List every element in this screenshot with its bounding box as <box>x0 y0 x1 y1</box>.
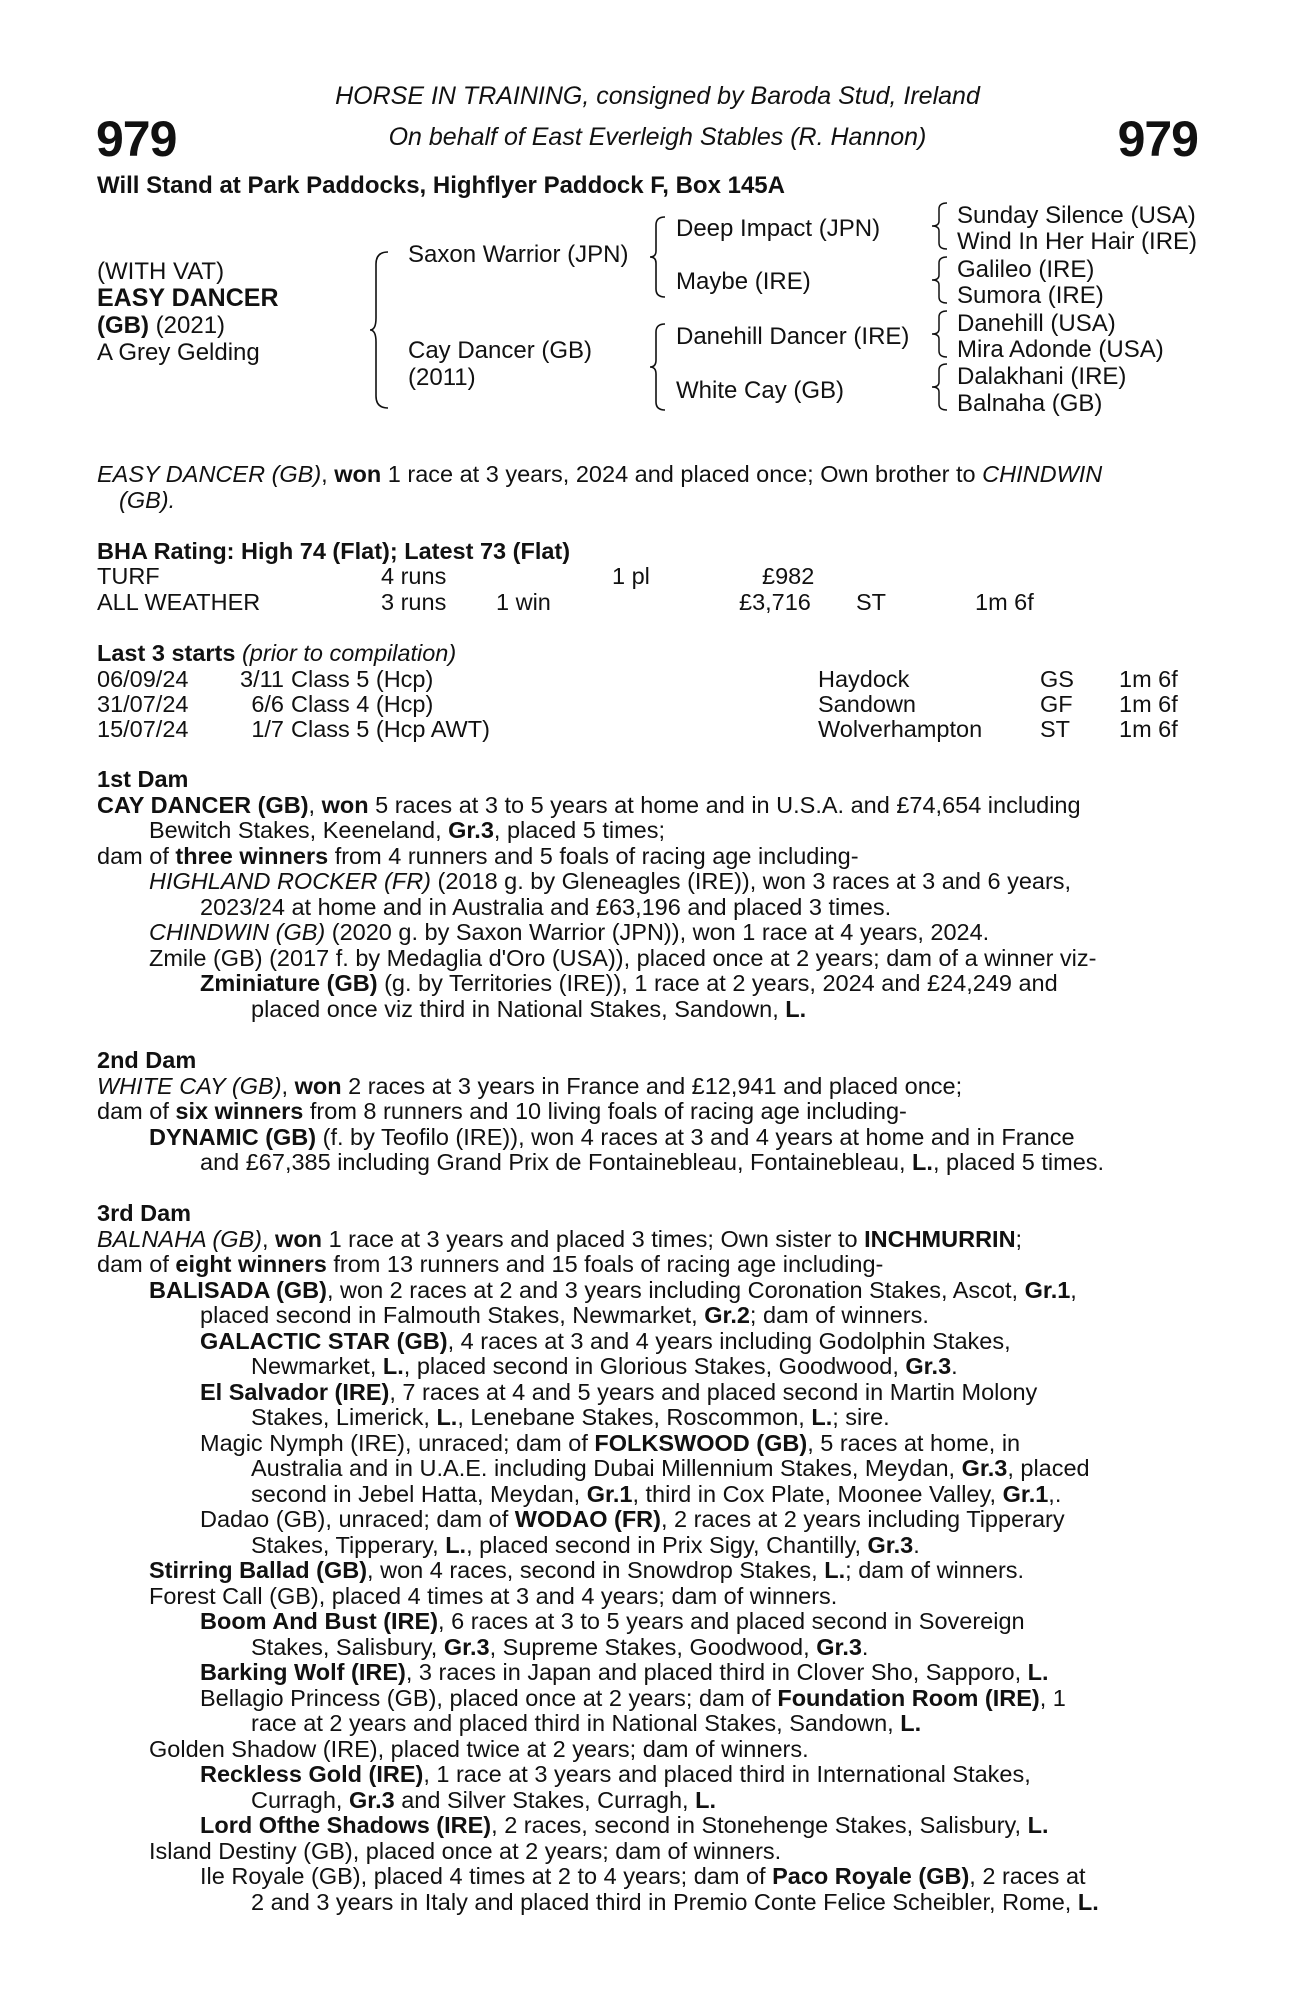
ggp-name: Dalakhani (IRE) <box>957 363 1127 390</box>
second-dam-section: 2nd Dam WHITE CAY (GB), won 2 races at 3 years in France and £12,941 and placed once; dam of six winners from 8 runners and 10 living foals of racing age including- DYNAMIC (GB) (f. by Teofilo (IRE)), won 4 races at 3 and 4 years at home and in France and £67,385 including Grand Prix de Fontainebleau, Fontainebleau, L., placed 5 times. <box>97 1048 1202 1176</box>
main-brace-icon <box>368 250 392 410</box>
horse-name: EASY DANCER <box>97 284 279 312</box>
dam-dam-name: White Cay (GB) <box>676 377 845 404</box>
vat-note: (WITH VAT) <box>97 258 225 285</box>
ggp-name: Wind In Her Hair (IRE) <box>957 228 1198 255</box>
ggp-brace-2-icon <box>930 255 950 305</box>
horse-origin: (GB) <box>97 312 149 339</box>
on-behalf-line: On behalf of East Everleigh Stables (R. Hannon) <box>388 123 927 151</box>
catalogue-page: 979 979 HORSE IN TRAINING, consigned by Baroda Stud, Ireland On behalf of East Everleigh Stables (R. Hannon) Will Stand at Park Paddocks, Highflyer Paddock F, Box 145A (WITH VAT) EASY DANCER (GB) (2021) A Grey Gelding Saxon Warrior (JPN) Cay Dancer (GB) (2011) Deep Impact (JPN) Maybe (IRE) Danehill Dancer (IRE) White Cay (GB) Sunday Silence (USA) Wind In Her Hair (IRE) Galileo (IRE) Sumora (IRE) Danehill (USA) Mira Adonde (USA) Dalakhani (IRE) Balnaha (GB) EASY DANCER (GB), won 1 race at 3 years, 2024 and placed once; Own brother to CHINDWIN (GB). BHA Rating: High 74 (Flat); Latest 73 (Flat) TURF 4 runs 1 pl £982 ALL WEATHER 3 runs 1 win £3,716 ST 1m 6f Last 3 starts (prior to compilation) 06/09/24 3/11 Class 5 (Hcp) Haydock GS 1m 6f 31/07/24 6/6 Class 4 (Hcp) Sandown GF 1m 6f 15/07/24 1/7 Class 5 (Hcp AWT) Wolverhampton ST 1m 6f 1st Dam CAY DANCER (GB), won 5 races at 3 to 5 years at home and in U.S.A. and £74,654 including Bewitch Stakes, Keeneland, Gr.3, placed 5 times; dam of three winners from 4 runners and 5 foals of racing age including- HIGHLAND ROCKER (FR) (2018 g. by Gleneagles (IRE)), won 3 races at 3 and 6 years, 2023/24 at home and in Australia and £63,196 and placed 3 times. CHINDWIN (GB) (2020 g. by Saxon Warrior (JPN)), won 1 race at 4 years, 2024. Zmile (GB) (2017 f. by Medaglia d'Oro (USA)), placed once at 2 years; dam of a winner viz- Zminiature (GB) (g. by Territories (IRE)), 1 race at 2 years, 2024 and £24,249 and placed once viz third in National Stakes, Sandown, L. 2nd Dam WHITE CAY (GB), won 2 races at 3 years in France and £12,941 and placed once; dam of six winners from 8 runners and 10 living foals of racing age including- DYNAMIC (GB) (f. by Teofilo (IRE)), won 4 races at 3 and 4 years at home and in France and £67,385 including Grand Prix de Fontainebleau, Fontainebleau, L., placed 5 times. 3rd Dam BALNAHA (GB), won 1 race at 3 years and placed 3 times; Own sister to INCHMURRIN; dam of eight winners from 13 runners and 15 foals of racing age including- BALISADA (GB), won 2 races at 2 and 3 years including Coronation Stakes, Ascot, Gr.1, placed second in Falmouth Stakes, Newmarket, Gr.2; dam of winners. GALACTIC STAR (GB), 4 races at 3 and 4 years including Godolphin Stakes, Newmarket, L., placed second in Glorious Stakes, Goodwood, Gr.3. El Salvador (IRE), 7 races at 4 and 5 years and placed second in Martin Molony Stakes, Limerick, L., Lenebane Stakes, Roscommon, L.; sire. Magic Nymph (IRE), unraced; dam of FOLKSWOOD (GB), 5 races at home, in Australia and in U.A.E. including Dubai Millennium Stakes, Meydan, Gr.3, placed second in Jebel Hatta, Meydan, Gr.1, third in Cox Plate, Moonee Valley, Gr.1,. Dadao (GB), unraced; dam of WODAO (FR), 2 races at 2 years including Tipperary Stakes, Tipperary, L., placed second in Prix Sigy, Chantilly, Gr.3. Stirring Ballad (GB), won 4 races, second in Snowdrop Stakes, L.; dam of winners. Forest Call (GB), placed 4 times at 3 and 4 years; dam of winners. Boom And Bust (IRE), 6 races at 3 to 5 years and placed second in Sovereign Stakes, Salisbury, Gr.3, Supreme Stakes, Goodwood, Gr.3. Barking Wolf (IRE), 3 races in Japan and placed third in Clover Sho, Sapporo, L. Bellagio Princess (GB), placed once at 2 years; dam of Foundation Room (IRE), 1 race at 2 years and placed third in National Stakes, Sandown, L. Golden Shadow (IRE), placed twice at 2 years; dam of winners. Reckless Gold (IRE), 1 race at 3 years and placed third in International Stakes, Curragh, Gr.3 and Silver Stakes, Curragh, L. Lord Ofthe Shadows (IRE), 2 races, second in Stonehenge Stakes, Salisbury, L. Island Destiny (GB), placed once at 2 years; dam of winners. Ile Royale (GB), placed 4 times at 2 to 4 years; dam of Paco Royale (GB), 2 races at 2 and 3 years in Italy and placed third in Premio Conte Felice Scheibler, Rome, L. <box>0 0 1315 2000</box>
ggp-brace-1-icon <box>930 201 950 251</box>
third-dam-section: 3rd Dam BALNAHA (GB), won 1 race at 3 years and placed 3 times; Own sister to INCHMURRIN; dam of eight winners from 13 runners and 15 foals of racing age including- BALISADA (GB), won 2 races at 2 and 3 years including Coronation Stakes, Ascot, Gr.1, placed second in Falmouth Stakes, Newmarket, Gr.2; dam of winners. GALACTIC STAR (GB), 4 races at 3 and 4 years including Godolphin Stakes, Newmarket, L., placed second in Glorious Stakes, Goodwood, Gr.3. El Salvador (IRE), 7 races at 4 and 5 years and placed second in Martin Molony Stakes, Limerick, L., Lenebane Stakes, Roscommon, L.; sire. Magic Nymph (IRE), unraced; dam of FOLKSWOOD (GB), 5 races at home, in Australia and in U.A.E. including Dubai Millennium Stakes, Meydan, Gr.3, placed second in Jebel Hatta, Meydan, Gr.1, third in Cox Plate, Moonee Valley, Gr.1,. Dadao (GB), unraced; dam of WODAO (FR), 2 races at 2 years including Tipperary Stakes, Tipperary, L., placed second in Prix Sigy, Chantilly, Gr.3. Stirring Ballad (GB), won 4 races, second in Snowdrop Stakes, L.; dam of winners. Forest Call (GB), placed 4 times at 3 and 4 years; dam of winners. Boom And Bust (IRE), 6 races at 3 to 5 years and placed second in Sovereign Stakes, Salisbury, Gr.3, Supreme Stakes, Goodwood, Gr.3. Barking Wolf (IRE), 3 races in Japan and placed third in Clover Sho, Sapporo, L. Bellagio Princess (GB), placed once at 2 years; dam of Foundation Room (IRE), 1 race at 2 years and placed third in National Stakes, Sandown, L. Golden Shadow (IRE), placed twice at 2 years; dam of winners. Reckless Gold (IRE), 1 race at 3 years and placed third in International Stakes, Curragh, Gr.3 and Silver Stakes, Curragh, L. Lord Ofthe Shadows (IRE), 2 races, second in Stonehenge Stakes, Salisbury, L. Island Destiny (GB), placed once at 2 years; dam of winners. Ile Royale (GB), placed 4 times at 2 to 4 years; dam of Paco Royale (GB), 2 races at 2 and 3 years in Italy and placed third in Premio Conte Felice Scheibler, Rome, L. <box>97 1201 1202 1915</box>
stand-location: Will Stand at Park Paddocks, Highflyer Paddock F, Box 145A <box>97 172 785 199</box>
sire-dam-name: Maybe (IRE) <box>676 268 811 295</box>
horse-description: A Grey Gelding <box>97 339 260 366</box>
section-heading: 1st Dam <box>97 766 189 792</box>
sire-sire-name: Deep Impact (JPN) <box>676 215 881 242</box>
lot-number-left: 979 <box>96 111 177 167</box>
ggp-name: Balnaha (GB) <box>957 390 1103 417</box>
sire-brace-icon <box>648 215 668 300</box>
section-heading: 2nd Dam <box>97 1047 197 1073</box>
ggp-name: Mira Adonde (USA) <box>957 336 1164 363</box>
dam-name: Cay Dancer (GB) <box>408 337 593 364</box>
horse-year: (2021) <box>148 312 226 339</box>
sire-name: Saxon Warrior (JPN) <box>408 241 629 268</box>
first-dam-section: 1st Dam CAY DANCER (GB), won 5 races at 3 to 5 years at home and in U.S.A. and £74,654 including Bewitch Stakes, Keeneland, Gr.3, placed 5 times; dam of three winners from 4 runners and 5 foals of racing age including- HIGHLAND ROCKER (FR) (2018 g. by Gleneagles (IRE)), won 3 races at 3 and 6 years, 2023/24 at home and in Australia and £63,196 and placed 3 times. CHINDWIN (GB) (2020 g. by Saxon Warrior (JPN)), won 1 race at 4 years, 2024. Zmile (GB) (2017 f. by Medaglia d'Oro (USA)), placed once at 2 years; dam of a winner viz- Zminiature (GB) (g. by Territories (IRE)), 1 race at 2 years, 2024 and £24,249 and placed once viz third in National Stakes, Sandown, L. <box>97 767 1202 1022</box>
ggp-brace-4-icon <box>930 362 950 412</box>
ggp-name: Sumora (IRE) <box>957 282 1104 309</box>
ggp-brace-3-icon <box>930 309 950 359</box>
race-summary: EASY DANCER (GB), won 1 race at 3 years, 2024 and placed once; Own brother to CHINDWIN (GB). <box>97 461 1103 513</box>
ggp-name: Sunday Silence (USA) <box>957 202 1196 229</box>
bha-rating: BHA Rating: High 74 (Flat); Latest 73 (Flat) <box>97 538 571 564</box>
ggp-name: Galileo (IRE) <box>957 256 1095 283</box>
ggp-name: Danehill (USA) <box>957 310 1116 337</box>
dam-sire-name: Danehill Dancer (IRE) <box>676 323 910 350</box>
dam-year: (2011) <box>408 364 476 391</box>
dam-brace-icon <box>648 322 668 412</box>
lot-number-right: 979 <box>1117 111 1198 167</box>
consignor-line: HORSE IN TRAINING, consigned by Baroda Stud, Ireland <box>335 82 980 110</box>
last-starts-title: Last 3 starts (prior to compilation) <box>97 640 457 666</box>
horse-origin-year <box>97 312 225 339</box>
section-heading: 3rd Dam <box>97 1200 192 1226</box>
